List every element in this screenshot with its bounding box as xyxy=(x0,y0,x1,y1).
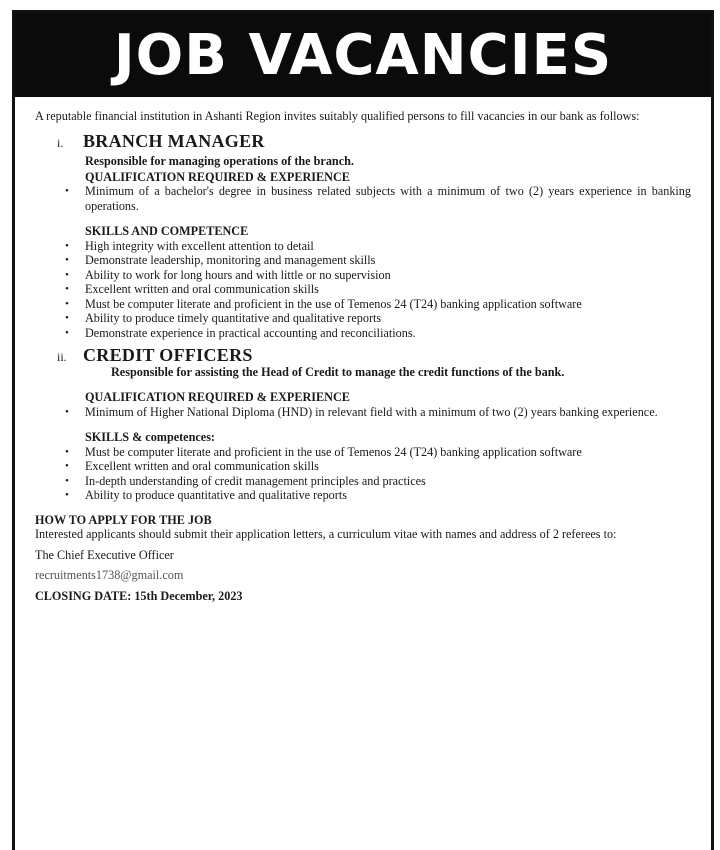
list-item: • Minimum of a bachelor's degree in business related subjects with a minimum of two (2) years experience in banking operations. xyxy=(65,184,691,213)
responsibility-text: Responsible for assisting the Head of Credit to manage the credit functions of the bank. xyxy=(111,364,565,379)
page-title: JOB VACANCIES xyxy=(113,22,613,88)
apply-text: Interested applicants should submit their application letters, a curriculum vitae with names and address of 2 referees to: xyxy=(35,527,617,541)
skills-heading: SKILLS AND COMPETENCE xyxy=(85,224,249,238)
list-item: • Excellent written and oral communication skills xyxy=(65,459,691,474)
list-item: • Must be computer literate and proficient in the use of Temenos 24 (T24) banking application software xyxy=(65,297,691,312)
list-item: • High integrity with excellent attention to detail xyxy=(65,239,691,254)
apply-heading: HOW TO APPLY FOR THE JOB xyxy=(35,512,212,527)
email-link[interactable]: recruitments1738@gmail.com xyxy=(35,568,184,582)
position-details xyxy=(85,154,691,184)
list-item: • In-depth understanding of credit management principles and practices xyxy=(65,474,691,489)
position-header-credit-officers xyxy=(35,345,691,365)
advert-body xyxy=(15,97,711,603)
position-header-branch-manager xyxy=(35,130,691,151)
closing-date: CLOSING DATE: 15th December, 2023 xyxy=(35,588,243,603)
list-item: • Ability to produce quantitative and qualitative reports xyxy=(65,488,691,503)
list-item: • Must be computer literate and proficient in the use of Temenos 24 (T24) banking application software xyxy=(65,445,691,460)
position-numeral: ii. xyxy=(57,350,67,364)
position-details xyxy=(85,390,691,405)
list-item: • Excellent written and oral communication skills xyxy=(65,282,691,297)
skills-heading: SKILLS & competences: xyxy=(85,430,215,444)
responsibility-text: Responsible for managing operations of the branch. xyxy=(85,154,354,168)
advert-frame xyxy=(12,10,714,850)
list-item: • Ability to work for long hours and with little or no supervision xyxy=(65,268,691,283)
skills-list xyxy=(35,445,691,503)
list-item: • Demonstrate leadership, monitoring and management skills xyxy=(65,253,691,268)
qualification-list xyxy=(35,405,691,420)
skills-block xyxy=(85,224,691,239)
position-title: BRANCH MANAGER xyxy=(83,130,265,151)
position-numeral: i. xyxy=(57,135,64,150)
qualification-list xyxy=(35,184,691,213)
list-item: • Ability to produce timely quantitative and qualitative reports xyxy=(65,311,691,326)
skills-list xyxy=(35,239,691,341)
qualification-heading: QUALIFICATION REQUIRED & EXPERIENCE xyxy=(85,390,350,404)
skills-block xyxy=(85,430,691,445)
banner xyxy=(15,13,711,97)
list-item: • Demonstrate experience in practical accounting and reconciliations. xyxy=(65,326,691,341)
list-item: • Minimum of Higher National Diploma (HND) in relevant field with a minimum of two (2) years banking experience. xyxy=(65,405,691,420)
intro-text: A reputable financial institution in Ashanti Region invites suitably qualified persons to fill vacancies in our bank as follows: xyxy=(35,109,640,123)
qualification-heading: QUALIFICATION REQUIRED & EXPERIENCE xyxy=(85,169,350,184)
recipient-text: The Chief Executive Officer xyxy=(35,547,174,562)
position-title: CREDIT OFFICERS xyxy=(83,345,253,365)
